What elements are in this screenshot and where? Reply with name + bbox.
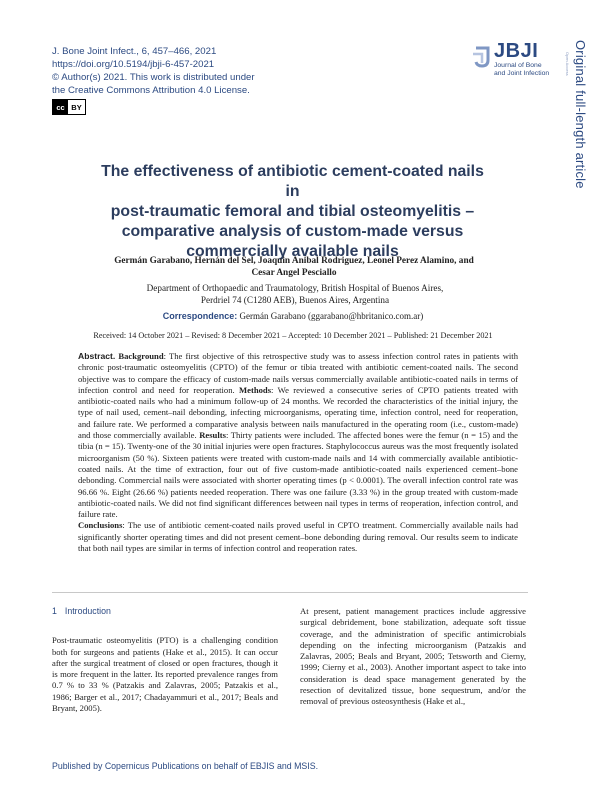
- article-type-label: Original full-length article: [573, 40, 588, 189]
- conclusions-label: Conclusions: [78, 520, 123, 531]
- cc-by-badge[interactable]: [52, 99, 86, 115]
- logo-open-access: Open Access: [565, 52, 570, 76]
- correspondence-label: Correspondence:: [162, 311, 238, 321]
- affiliation: [110, 282, 480, 306]
- section-divider: [52, 592, 528, 593]
- abstract-label: Abstract.: [78, 351, 116, 361]
- jbji-logo-icon: [470, 44, 496, 70]
- authors-line-1: Germán Garabano, Hernán del Sel, Joaquin Anibal Rodriguez, Leonel Perez Alamino, and: [114, 256, 474, 266]
- affiliation-line-2: Perdriel 74 (C1280 AEB), Buenos Aires, Argentina: [200, 295, 390, 305]
- affiliation-line-1: Department of Orthopaedic and Traumatology, British Hospital of Buenos Aires,: [146, 283, 444, 293]
- journal-header: [52, 45, 255, 115]
- license-line-2: the Creative Commons Attribution 4.0 License.: [52, 85, 250, 96]
- cc-badge-right: BY: [68, 100, 85, 114]
- title-line-3: comparative analysis of custom-made versus: [121, 223, 464, 240]
- logo-subtitle-line-1: Journal of Bone: [494, 62, 542, 69]
- section-title: Introduction: [64, 606, 111, 616]
- logo-subtitle: [494, 62, 549, 78]
- article-dates: Received: 14 October 2021 – Revised: 8 December 2021 – Accepted: 10 December 2021 – Published: 21 December 2021: [93, 331, 493, 340]
- section-heading-introduction: [52, 606, 278, 617]
- author-list: [104, 255, 484, 279]
- background-text: : The first objective of this retrospective study was to assess infection control rates in patients with chronic post-traumatic osteomyelitis (CPTO) of the femur or tibia treated with antibiotic cement-coated nails. The second objective was to compare the efficacy of custom-made nails versus commercially available antibiotic-coated nails in terms of infection control and need for reoperation.: [78, 351, 518, 395]
- title-line-2: post-traumatic femoral and tibial osteomyelitis –: [110, 203, 475, 220]
- logo-subtitle-line-2: and Joint Infection: [494, 70, 550, 77]
- doi-link[interactable]: https://doi.org/10.5194/jbji-6-457-2021: [52, 59, 215, 70]
- background-label: Background: [118, 351, 164, 361]
- intro-paragraph-right: At present, patient management practices include aggressive surgical debridement, bone stabilization, adequate soft tissue coverage, and the administration of specific antimicrobials depending on the infecting microorganism (Patzakis and Zalavras, 2005; Beals and Bryant, 2005; Tetsworth and Cierny, 1999; Cierny et al., 2003). Another important aspect to take into consideration is dead space management generated by the resection of devitalized tissue, bone sequestrum, and/or the removal of previous osteosynthesis (Hake et al.,: [300, 606, 526, 707]
- article-title: [95, 162, 490, 262]
- logo-abbreviation: JBJI: [494, 40, 539, 62]
- correspondence: [60, 311, 526, 321]
- title-line-1: The effectiveness of antibiotic cement-coated nails in: [101, 163, 484, 200]
- title-line-4: commercially available nails: [186, 243, 399, 260]
- body-column-right: [300, 606, 526, 708]
- results-label: Results: [199, 430, 226, 441]
- intro-paragraph-left: Post-traumatic osteomyelitis (PTO) is a challenging condition both for surgeons and patients (Hake et al., 2015). It can occur after the surgical treatment of closed or open fractures, though it is more frequent in the latter. Its reported prevalence ranges from 0.7 % to 33 % (Patzakis and Zalavras, 2005; Patzakis et al., 1986; Barger et al., 2017; Chadayammuri et al., 2017; Beals and Bryant, 2005).: [52, 635, 278, 714]
- journal-citation: J. Bone Joint Infect., 6, 457–466, 2021: [52, 46, 217, 57]
- body-column-left: [52, 606, 278, 714]
- abstract: [78, 351, 518, 554]
- license-line-1: © Author(s) 2021. This work is distributed under: [52, 72, 255, 83]
- section-number: 1: [52, 606, 57, 616]
- correspondence-email[interactable]: Germán Garabano (ggarabano@hbritanico.com.ar): [239, 311, 424, 321]
- publisher-footer: Published by Copernicus Publications on behalf of EBJIS and MSIS.: [52, 761, 319, 771]
- conclusions-text: : The use of antibiotic cement-coated nails proved useful in CPTO treatment. Commercially available nails had significantly shorter operating times and did not present cement–bone debonding during removal. Our results seem to indicate that both nail types are similar in terms of infection control and reoperation rates.: [78, 520, 518, 554]
- cc-badge-left: cc: [53, 100, 68, 114]
- jbji-logo: [470, 40, 570, 86]
- methods-label: Methods: [239, 384, 272, 395]
- authors-line-2: Cesar Angel Pesciallo: [251, 268, 337, 278]
- results-text: : Thirty patients were included. The affected bones were the femur (n = 15) and the tibia (n = 15). Twenty-one of the 30 initial injuries were open fractures. Staphylococcus aureus was the most frequently isolated microorganism (50 %). Sixteen patients were treated with custom-made nails and 14 with commercially available antibiotic-coated nails. At the time of extraction, four out of five custom-made antibiotic-coated nails experienced cement–bone debonding. Commercial nails were associated with shorter operating times (p < 0.0001). The overall infection control rate was 96.66 %. Eight (26.66 %) patients needed reoperation. There was one failure (3.33 %) in the group treated with custom-made antibiotic-coated nails. We did not find significant differences between nail types in terms of reoperation, infection control, and failure rate.: [78, 430, 518, 520]
- methods-text: : We reviewed a consecutive series of CPTO patients treated with antibiotic-coated nails who had a minimum follow-up of 24 months. We recorded the characteristics of the initial injury, the type of nail used, cement–nail debonding, infecting microorganisms, operating time, infection control, need for reoperation, and failure rate. We performed a comparative analysis between nails manufactured in the operating room (i.e., custom-made) and those commercially available.: [78, 384, 518, 441]
